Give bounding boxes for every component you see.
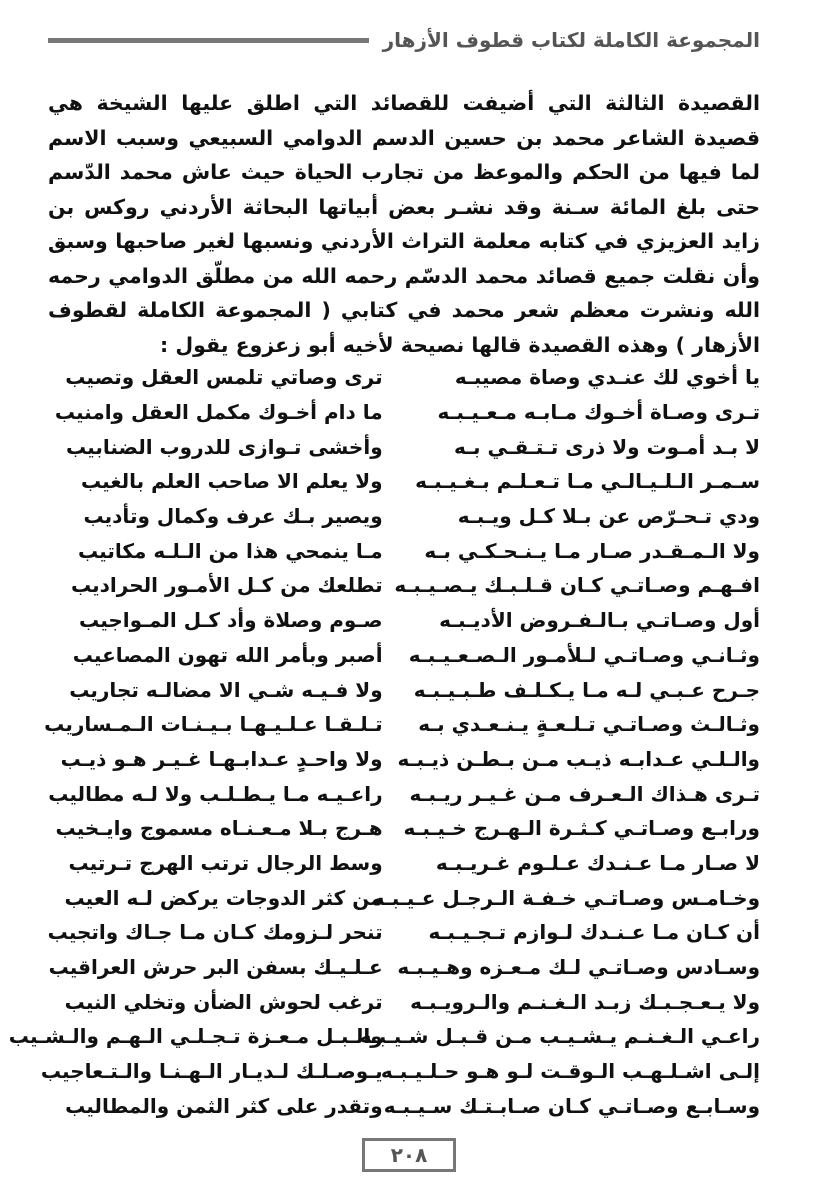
verse-second-hemistich: والـبـل مـعـزة تـجـلـي الـهـم والـشـيب bbox=[8, 1024, 383, 1049]
poem-verse bbox=[48, 1088, 760, 1123]
verse-first-hemistich: ودي تـحـرّص عن بـلا كـل ويـبـه bbox=[457, 504, 760, 529]
verse-second-hemistich: هـرج بـلا مـعـنـاه مسموج وايـخيب bbox=[55, 816, 383, 841]
verse-second-hemistich: ولا فـيـه شـي الا مضالـه تجاريب bbox=[69, 677, 383, 702]
verse-first-hemistich: تـرى وصـاة أخـوك مـابـه مـعـيـبـه bbox=[437, 400, 760, 425]
page-number: ٢٠٨ bbox=[362, 1138, 456, 1172]
verse-first-hemistich: تـرى هـذاك الـعـرف مـن غـيـر ريـبـه bbox=[409, 781, 760, 806]
verse-first-hemistich: جـرح عـبـي لـه مـا يـكـلـف طـبـيـبـه bbox=[413, 677, 760, 702]
book-title: المجموعة الكاملة لكتاب قطوف الأزهار bbox=[382, 28, 760, 52]
running-header bbox=[48, 22, 760, 58]
poem-verse bbox=[40, 1054, 760, 1089]
verse-second-hemistich: تطلعك من كـل الأمـور الحراديب bbox=[70, 573, 383, 598]
verse-first-hemistich: وثـانـي وصـاتـي لـلأمـور الـصـعـيـبـه bbox=[408, 642, 760, 667]
poem-verse bbox=[48, 395, 760, 430]
verse-first-hemistich: والـلـي عـدابـه ذيـب مـن بـطـن ذيـبـه bbox=[397, 746, 760, 771]
verse-first-hemistich: أن كـان مـا عـنـدك لـوازم تـجـيـبـه bbox=[428, 920, 760, 945]
verse-second-hemistich: مـا ينمحي هذا من الـلـه مكاتيب bbox=[77, 538, 383, 563]
verse-first-hemistich: سـمـر الـلـيـالـي مـا تـعـلـم بـغـيـبـه bbox=[415, 469, 760, 494]
poem-verse bbox=[44, 707, 760, 742]
poem-verse bbox=[48, 880, 760, 915]
verse-first-hemistich: يا أخوي لك عنـدي وصاة مصيبـه bbox=[454, 365, 760, 390]
verse-second-hemistich: أصبر وبأمر الله تهون المصاعيب bbox=[72, 642, 383, 667]
poem-verse bbox=[48, 846, 760, 881]
poem-verse bbox=[48, 568, 760, 603]
verse-first-hemistich: وثـالـث وصـاتـي تـلـعـةٍ يـنـعـدي بـه bbox=[418, 712, 760, 737]
verse-first-hemistich: لا صـار مـا عـنـدك عـلـوم غـريـبـه bbox=[435, 850, 760, 875]
intro-paragraph bbox=[48, 86, 760, 362]
verse-second-hemistich: تنحر لـزومك كـان مـا جـاك واتجيب bbox=[47, 920, 383, 945]
verse-second-hemistich: ولا يعلم الا صاحب العلم بالغيب bbox=[81, 469, 383, 494]
verse-first-hemistich: ولا يـعـجـبـك زبـد الـغـنـم والـرويـبـه bbox=[410, 989, 760, 1014]
verse-second-hemistich: ترى وصاتي تلمس العقل وتصيب bbox=[65, 365, 383, 390]
verse-second-hemistich: ولا واحـدٍ عـدابـهـا غـيـر هـو ذيـب bbox=[60, 746, 383, 771]
verse-first-hemistich: إلـى اشـلـهـب الـوقـت لـو هـو حـلـيـبـه bbox=[380, 1059, 760, 1084]
verse-first-hemistich: راعـي الـغـنـم يـشـيـب مـن قـبـل شـيـبـه bbox=[359, 1024, 760, 1049]
verse-first-hemistich: افـهـم وصـاتـي كـان قـلـبـك يـصـيـبـه bbox=[394, 573, 760, 598]
poem-verse bbox=[48, 811, 760, 846]
verse-first-hemistich: ولا الـمـقـدر صـار مـا يـنـحـكـي بـه bbox=[424, 538, 760, 563]
verse-second-hemistich: صـوم وصلاة وأد كـل المـواجيب bbox=[79, 608, 383, 633]
verse-first-hemistich: وسـادس وصـاتـي لـك مـعـزه وهـيـبـه bbox=[397, 955, 760, 980]
poem-verse bbox=[48, 638, 760, 673]
poem-verse bbox=[48, 950, 760, 985]
verse-second-hemistich: ترغب لحوش الضأن وتخلي النيب bbox=[64, 989, 383, 1014]
poem-verse bbox=[48, 464, 760, 499]
poem-verse bbox=[48, 672, 760, 707]
verse-second-hemistich: وأخشى تـوازى للدروب الضنابيب bbox=[66, 434, 383, 459]
poem-verse bbox=[48, 360, 760, 395]
poem-verse bbox=[8, 1019, 760, 1054]
verse-first-hemistich: أول وصـاتـي بـالـفـروض الأديـبـه bbox=[439, 608, 760, 633]
verse-second-hemistich: من كثر الدوجات يركض لـه العيب bbox=[64, 885, 383, 910]
poem-verse bbox=[48, 533, 760, 568]
poem bbox=[8, 360, 760, 1123]
poem-verse bbox=[48, 429, 760, 464]
verse-second-hemistich: وتقدر على كثر الثمن والمطاليب bbox=[65, 1093, 383, 1118]
verse-second-hemistich: يـوصـلـك لـديـار الـهـنـا والـتـعاجيب bbox=[40, 1059, 383, 1084]
verse-second-hemistich: راعـيـه مـا يـطـلـب ولا لـه مطاليب bbox=[48, 781, 383, 806]
poem-verse bbox=[48, 603, 760, 638]
verse-first-hemistich: لا بـد أمـوت ولا ذرى تـتـقـي بـه bbox=[454, 434, 760, 459]
poem-verse bbox=[48, 915, 760, 950]
verse-second-hemistich: تـلـقـا عـلـيـهـا بـيـنـات الـمـساريب bbox=[44, 712, 383, 737]
verse-first-hemistich: وسـابـع وصـاتـي كـان صـابـتـك سـيـبـه bbox=[383, 1093, 760, 1118]
verse-second-hemistich: عـلـيـك بسفن البر حرش العراقيب bbox=[48, 955, 383, 980]
poem-verse bbox=[48, 499, 760, 534]
verse-first-hemistich: ورابـع وصـاتـي كـثـرة الـهـرج خـيـبـه bbox=[403, 816, 760, 841]
footer bbox=[0, 1138, 818, 1172]
poem-verse bbox=[48, 984, 760, 1019]
verse-second-hemistich: ما دام أخـوك مكمل العقل وامنيب bbox=[54, 400, 383, 425]
verse-second-hemistich: وسط الرجال ترتب الهرج تـرتيب bbox=[68, 850, 383, 875]
poem-verse bbox=[48, 742, 760, 777]
verse-first-hemistich: وخـامـس وصـاتـي خـفـة الـرجـل عـيـبـه bbox=[372, 885, 760, 910]
verse-second-hemistich: ويصير بـك عرف وكمال وتأديب bbox=[83, 504, 383, 529]
intro-text: القصيدة الثالثة التي أضيفت للقصائد التي اطلق عليها الشيخة هي قصيدة الشاعر محمد بن حسين الدسم الدوامي السبيعي وسبب الاسم لما فيها من الحكم والموعظ من تجارب الحياة حيث عاش محمد الدّسم حتى بلغ المائة سـنة وقد نشـر بعض أبياتها البحاثة الأردني روكس بن زايد العزيزي في كتابه معلمة التراث الأردني ونسبها لغير صاحبها وسبق وأن نقلت جميع قصائد محمد الدسّم رحمه الله من مطلّق الدوامي رحمه الله ونشرت معظم شعر محمد في كتابي ( المجموعة الكاملة لقطوف الأزهار ) وهذه القصيدة قالها نصيحة لأخيه أبو زعزوع يقول : bbox=[48, 91, 760, 357]
poem-verse bbox=[48, 776, 760, 811]
header-rule bbox=[48, 38, 369, 43]
